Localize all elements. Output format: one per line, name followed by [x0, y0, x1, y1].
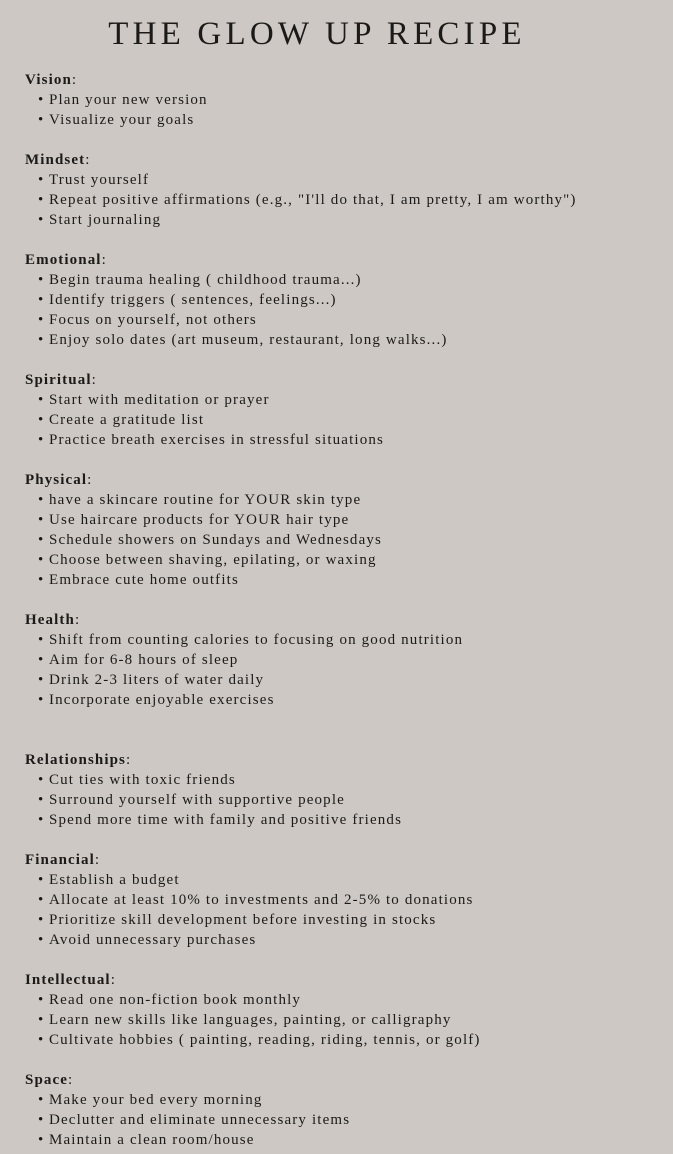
section-heading-label: Emotional — [25, 252, 102, 268]
list-item-text: Identify triggers ( sentences, feelings...) — [49, 292, 337, 308]
bullet-icon: • — [38, 572, 45, 588]
list-item — [38, 510, 665, 530]
list-item-text: Declutter and eliminate unnecessary items — [49, 1112, 351, 1128]
bullet-list — [25, 270, 665, 350]
list-item — [38, 1110, 665, 1130]
bullet-icon: • — [38, 332, 45, 348]
section-intellectual — [25, 970, 665, 1050]
bullet-list — [25, 490, 665, 590]
list-item — [38, 290, 665, 310]
list-item — [38, 270, 665, 290]
list-item — [38, 670, 665, 690]
list-item-text: Aim for 6-8 hours of sleep — [49, 652, 239, 668]
list-item — [38, 930, 665, 950]
bullet-list — [25, 770, 665, 830]
list-item — [38, 110, 665, 130]
list-item-text: Choose between shaving, epilating, or waxing — [49, 552, 377, 568]
section-heading-label: Mindset — [25, 152, 86, 168]
bullet-icon: • — [38, 212, 45, 228]
list-item — [38, 190, 665, 210]
section-heading: Mindset: — [25, 152, 91, 168]
list-item-text: Shift from counting calories to focusing on good nutrition — [49, 632, 464, 648]
bullet-icon: • — [38, 692, 45, 708]
list-item-text: Read one non-fiction book monthly — [49, 992, 302, 1008]
list-item — [38, 910, 665, 930]
list-item — [38, 550, 665, 570]
section-heading: Emotional: — [25, 252, 107, 268]
list-item — [38, 410, 665, 430]
section-heading: Space: — [25, 1072, 74, 1088]
list-item-text: Prioritize skill development before investing in stocks — [49, 912, 437, 928]
page-title: THE GLOW UP RECIPE — [108, 16, 526, 52]
list-item — [38, 1010, 665, 1030]
bullet-icon: • — [38, 1132, 45, 1148]
bullet-icon: • — [38, 492, 45, 508]
list-item — [38, 890, 665, 910]
bullet-list — [25, 1090, 665, 1150]
list-item-text: Repeat positive affirmations (e.g., "I'll do that, I am pretty, I am worthy") — [49, 192, 577, 208]
section-heading: Relationships: — [25, 752, 132, 768]
list-item — [38, 630, 665, 650]
list-item-text: have a skincare routine for YOUR skin type — [49, 492, 362, 508]
bullet-icon: • — [38, 1112, 45, 1128]
list-item — [38, 430, 665, 450]
list-item-text: Avoid unnecessary purchases — [49, 932, 257, 948]
section-heading: Spiritual: — [25, 372, 97, 388]
list-item — [38, 770, 665, 790]
list-item — [38, 390, 665, 410]
list-item-text: Cut ties with toxic friends — [49, 772, 236, 788]
bullet-icon: • — [38, 1032, 45, 1048]
list-item-text: Plan your new version — [49, 92, 208, 108]
list-item — [38, 530, 665, 550]
section-heading: Intellectual: — [25, 972, 116, 988]
list-item-text: Start journaling — [49, 212, 162, 228]
section-heading-label: Relationships — [25, 752, 126, 768]
list-item — [38, 330, 665, 350]
section-heading: Health: — [25, 612, 81, 628]
bullet-icon: • — [38, 172, 45, 188]
bullet-icon: • — [38, 272, 45, 288]
list-item — [38, 1090, 665, 1110]
bullet-list — [25, 630, 665, 710]
bullet-icon: • — [38, 872, 45, 888]
list-item — [38, 310, 665, 330]
bullet-icon: • — [38, 392, 45, 408]
section-relationships — [25, 750, 665, 830]
bullet-list — [25, 870, 665, 950]
bullet-icon: • — [38, 632, 45, 648]
list-item-text: Begin trauma healing ( childhood trauma...) — [49, 272, 362, 288]
list-item-text: Use haircare products for YOUR hair type — [49, 512, 350, 528]
bullet-list — [25, 990, 665, 1050]
section-heading: Physical: — [25, 472, 93, 488]
list-item — [38, 990, 665, 1010]
list-item-text: Enjoy solo dates (art museum, restaurant, long walks...) — [49, 332, 448, 348]
bullet-icon: • — [38, 772, 45, 788]
list-item-text: Start with meditation or prayer — [49, 392, 270, 408]
list-item-text: Incorporate enjoyable exercises — [49, 692, 275, 708]
list-item-text: Spend more time with family and positive friends — [49, 812, 403, 828]
bullet-icon: • — [38, 292, 45, 308]
list-item — [38, 1130, 665, 1150]
list-item-text: Allocate at least 10% to investments and 2-5% to donations — [49, 892, 474, 908]
section-health — [25, 610, 665, 710]
list-item — [38, 170, 665, 190]
section-emotional — [25, 250, 665, 350]
list-item — [38, 810, 665, 830]
section-heading-label: Vision — [25, 72, 72, 88]
bullet-icon: • — [38, 432, 45, 448]
section-mindset — [25, 150, 665, 230]
list-item — [38, 870, 665, 890]
recipe-content — [25, 70, 665, 1154]
bullet-icon: • — [38, 992, 45, 1008]
list-item-text: Focus on yourself, not others — [49, 312, 257, 328]
bullet-list — [25, 170, 665, 230]
list-item — [38, 790, 665, 810]
list-item — [38, 570, 665, 590]
section-heading-label: Financial — [25, 852, 95, 868]
list-item — [38, 90, 665, 110]
list-item — [38, 1030, 665, 1050]
section-spiritual — [25, 370, 665, 450]
bullet-icon: • — [38, 92, 45, 108]
list-item-text: Drink 2-3 liters of water daily — [49, 672, 265, 688]
section-heading-label: Space — [25, 1072, 68, 1088]
section-vision — [25, 70, 665, 130]
bullet-icon: • — [38, 812, 45, 828]
bullet-icon: • — [38, 1092, 45, 1108]
section-space — [25, 1070, 665, 1150]
list-item-text: Maintain a clean room/house — [49, 1132, 255, 1148]
list-item-text: Trust yourself — [49, 172, 150, 188]
section-physical — [25, 470, 665, 590]
bullet-icon: • — [38, 412, 45, 428]
list-item — [38, 210, 665, 230]
list-item — [38, 690, 665, 710]
bullet-icon: • — [38, 892, 45, 908]
section-financial — [25, 850, 665, 950]
bullet-icon: • — [38, 1012, 45, 1028]
section-heading-label: Intellectual — [25, 972, 111, 988]
list-item-text: Establish a budget — [49, 872, 180, 888]
list-item-text: Surround yourself with supportive people — [49, 792, 345, 808]
list-item — [38, 490, 665, 510]
list-item-text: Practice breath exercises in stressful situations — [49, 432, 385, 448]
bullet-icon: • — [38, 112, 45, 128]
bullet-list — [25, 90, 665, 130]
bullet-icon: • — [38, 672, 45, 688]
list-item-text: Make your bed every morning — [49, 1092, 263, 1108]
list-item-text: Embrace cute home outfits — [49, 572, 239, 588]
bullet-icon: • — [38, 512, 45, 528]
bullet-icon: • — [38, 312, 45, 328]
bullet-icon: • — [38, 652, 45, 668]
bullet-icon: • — [38, 532, 45, 548]
bullet-icon: • — [38, 932, 45, 948]
list-item-text: Create a gratitude list — [49, 412, 205, 428]
bullet-icon: • — [38, 792, 45, 808]
section-heading-label: Spiritual — [25, 372, 92, 388]
section-heading: Financial: — [25, 852, 101, 868]
section-heading: Vision: — [25, 72, 78, 88]
list-item-text: Schedule showers on Sundays and Wednesdays — [49, 532, 383, 548]
list-item-text: Learn new skills like languages, painting, or calligraphy — [49, 1012, 452, 1028]
bullet-icon: • — [38, 552, 45, 568]
list-item — [38, 650, 665, 670]
section-heading-label: Physical — [25, 472, 88, 488]
bullet-icon: • — [38, 912, 45, 928]
bullet-icon: • — [38, 192, 45, 208]
list-item-text: Visualize your goals — [49, 112, 195, 128]
bullet-list — [25, 390, 665, 450]
section-heading-label: Health — [25, 612, 75, 628]
list-item-text: Cultivate hobbies ( painting, reading, riding, tennis, or golf) — [49, 1032, 481, 1048]
